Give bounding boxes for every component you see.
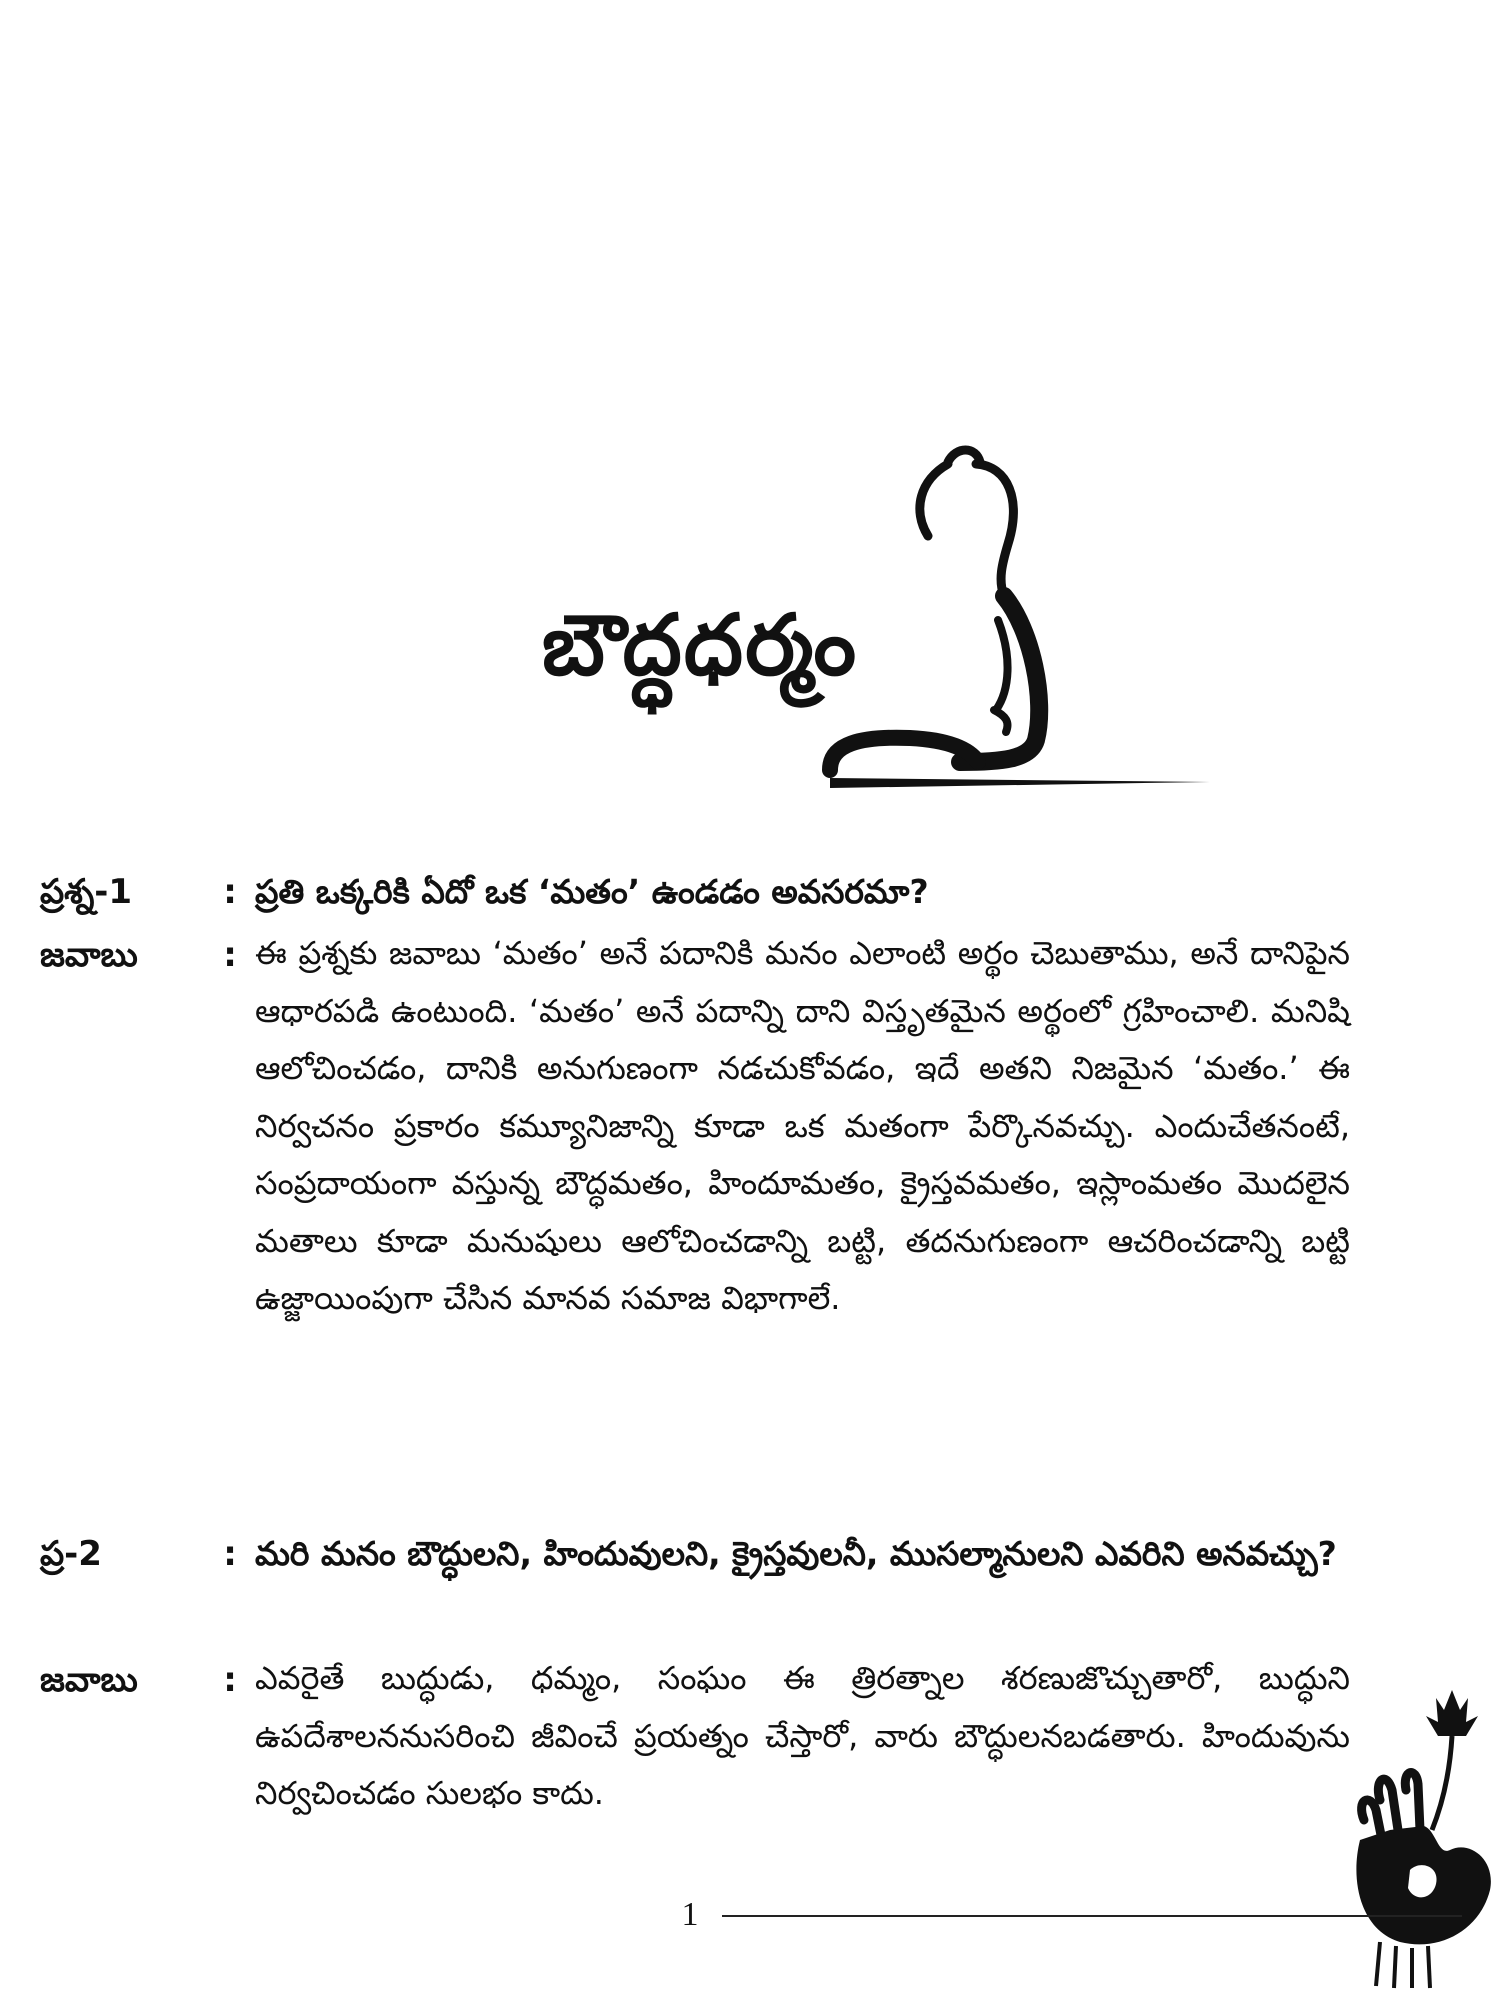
question-label: ప్ర-2 <box>40 1534 102 1574</box>
answer-text: ఈ ప్రశ్నకు జవాబు ‘మతం’ అనే పదానికి మనం ఎలాంటి అర్థం చెబుతాము, అనే దానిపైన ఆధారపడి ఉంటుంది. ‘మతం’ అనే పదాన్ని దాని విస్తృతమైన అర్థంలో గ్రహించాలి. మనిషి ఆలోచించడం, దానికి అనుగుణంగా నడచుకోవడం, ఇదే అతని నిజమైన ‘మతం.’ ఈ నిర్వచనం ప్రకారం కమ్యూనిజాన్ని కూడా ఒక మతంగా పేర్కొనవచ్చు. ఎందుచేతనంటే, సంప్రదాయంగా వస్తున్న బౌద్ధమతం, హిందూమతం, క్రైస్తవమతం, ఇస్లాంమతం మొదలైన మతాలు కూడా మనుషులు ఆలోచించడాన్ని బట్టి, తదనుగుణంగా ఆచరించడాన్ని బట్టి ఉజ్జాయింపుగా చేసిన మానవ సమాజ విభాగాలే. <box>255 934 1350 1317</box>
answer-label: జవాబు <box>40 935 138 975</box>
page-number: 1 <box>681 1896 699 1933</box>
answer-label: జవాబు <box>40 1660 138 1700</box>
separator-colon: : <box>223 1534 237 1574</box>
footer-rule <box>722 1915 1462 1917</box>
answer-2-block <box>40 1650 1350 1823</box>
answer-1-block <box>40 925 1350 1328</box>
question-label: ప్రశ్న-1 <box>40 872 133 912</box>
question-text: ప్రతి ఒక్కరికి ఏదో ఒక ‘మతం’ ఉండడం అవసరమా? <box>255 872 929 911</box>
separator-colon: : <box>223 935 237 975</box>
answer-text: ఎవరైతే బుద్ధుడు, ధమ్మం, సంఘం ఈ త్రిరత్నాల శరణుజొచ్చుతారో, బుద్ధుని ఉపదేశాలననుసరించి జీవించే ప్రయత్నం చేస్తారో, వారు బౌద్ధులనబడతారు. హిందువును నిర్వచించడం సులభం కాదు. <box>255 1659 1350 1812</box>
page-title: బౌద్ధధర్మం <box>541 596 859 694</box>
separator-colon: : <box>223 1660 237 1700</box>
question-2-block <box>40 1524 1350 1584</box>
hand-holding-lotus-icon <box>1340 1680 1500 1990</box>
separator-colon: : <box>223 872 237 912</box>
question-text: మరి మనం బౌద్ధులని, హిందువులని, క్రైస్తవులనీ, ముసల్మానులని ఎవరిని అనవచ్చు? <box>255 1534 1337 1573</box>
question-1-block <box>40 862 1350 922</box>
